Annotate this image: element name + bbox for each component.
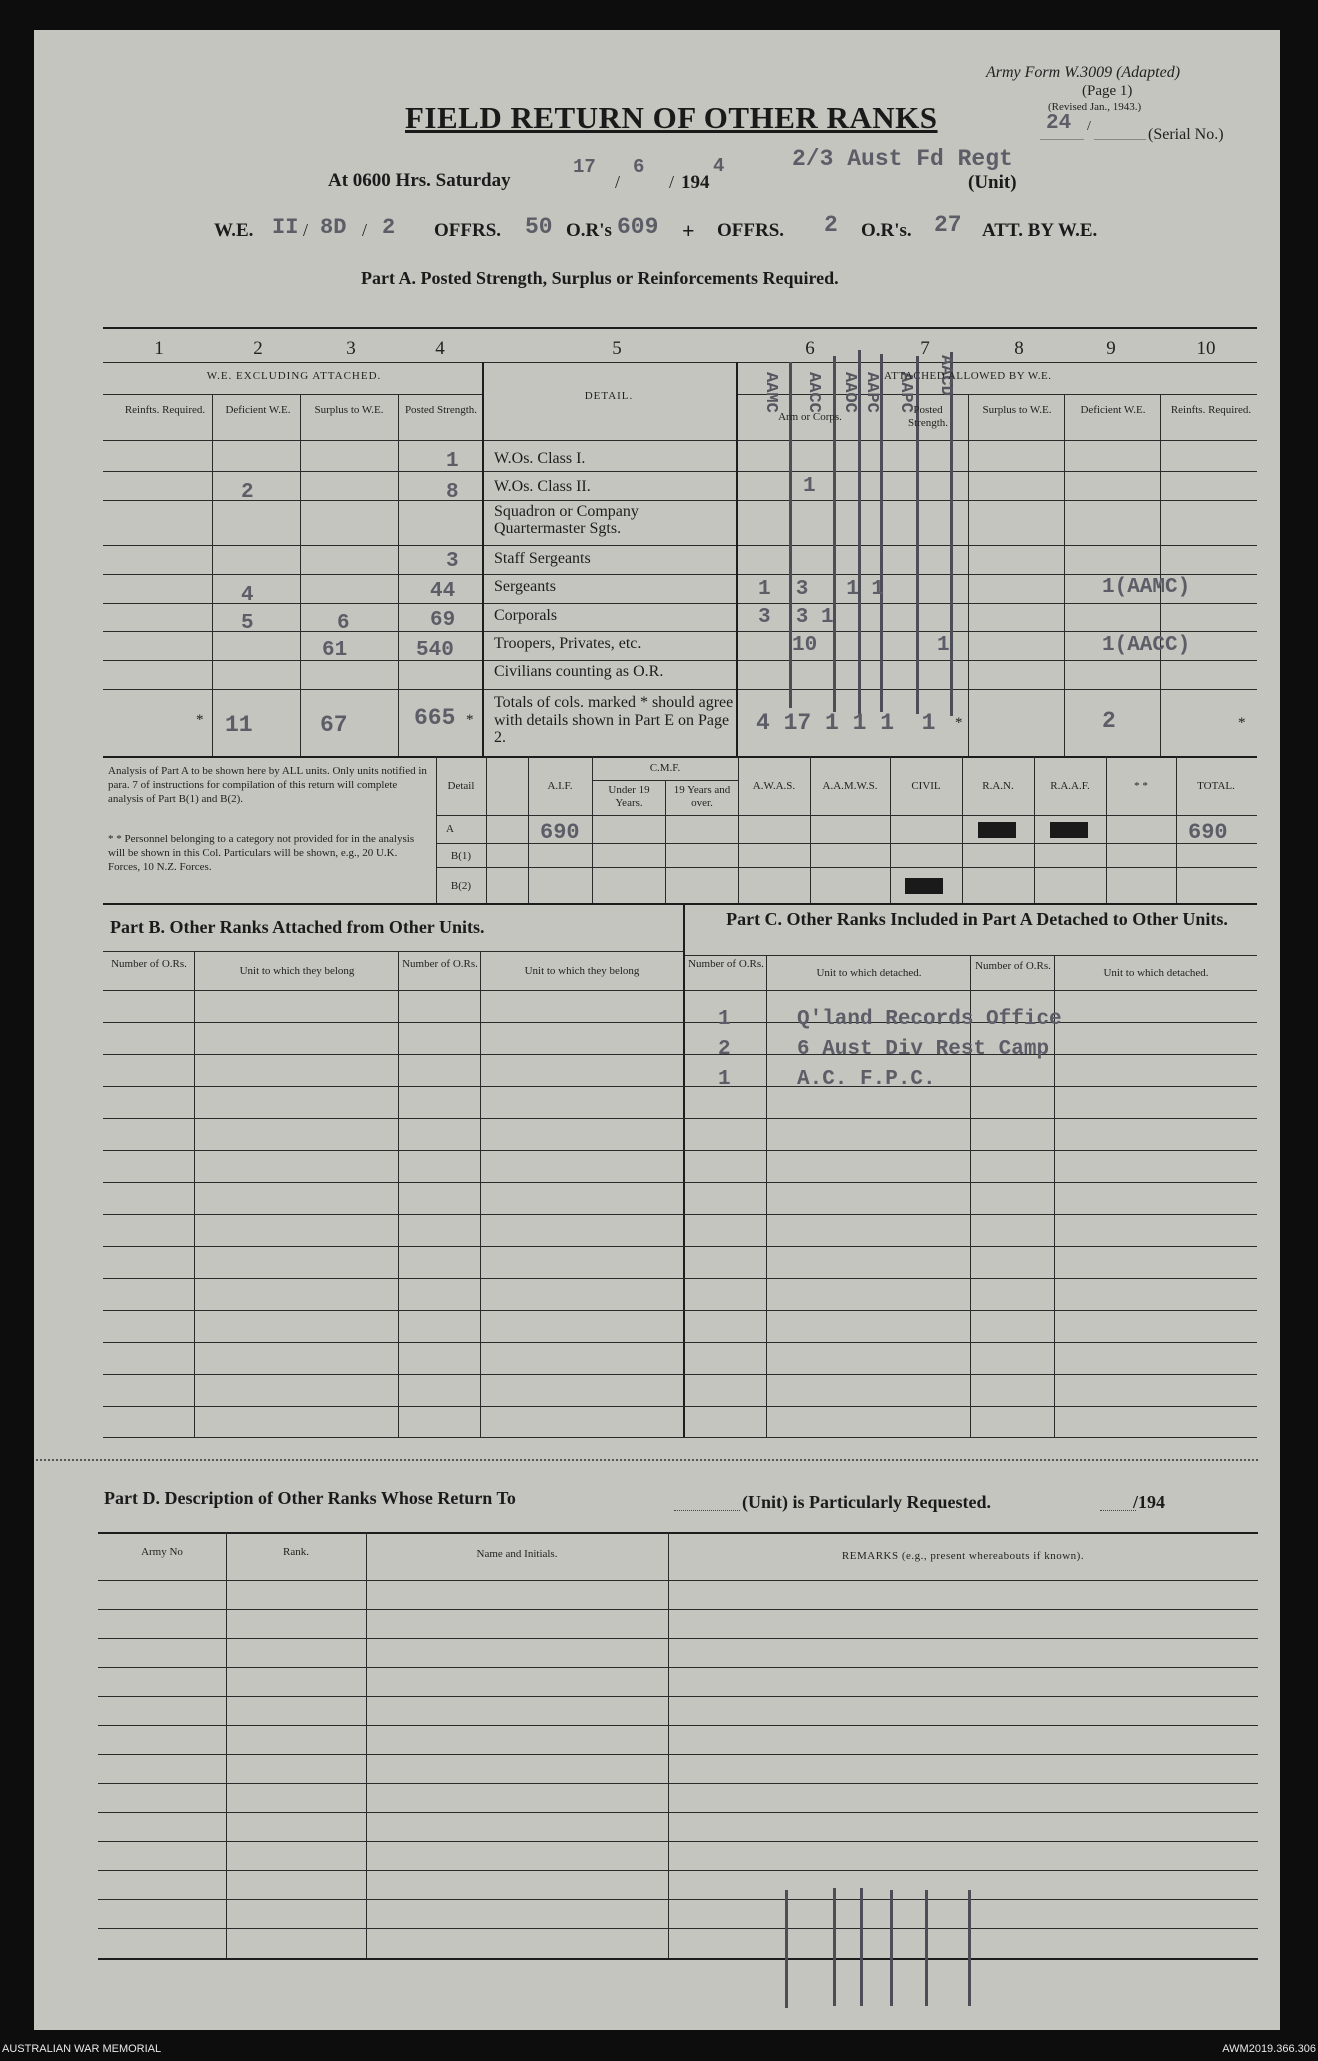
footer-accession: AWM2019.366.306: [1222, 2043, 1316, 2055]
cell-pte-att2: 1: [937, 634, 950, 657]
part-c-unit-3: A.C. F.P.C.: [797, 1068, 936, 1091]
row-label-wo1: W.Os. Class I.: [494, 450, 586, 467]
day-value: 17: [573, 156, 596, 178]
cell-wo2-deficient: 2: [241, 481, 254, 504]
row-label-civ: Civilians counting as O.R.: [494, 663, 664, 680]
part-c-num2-h: Number of O.Rs.: [975, 960, 1051, 972]
analysis-civil-h: CIVIL: [911, 780, 941, 792]
cell-ssgt-posted: 3: [446, 550, 459, 573]
part-a-title: Part A. Posted Strength, Surplus or Reinforcements Required.: [361, 268, 839, 288]
cell-wo2-posted: 8: [446, 481, 459, 504]
analysis-note-2: * * Personnel belonging to a category not provided for in the analysis will be shown in this Col. Particulars will be shown, e.g., 20 U.K. Forces, 10 N.Z. Forces.: [108, 833, 415, 873]
col-num-10: 10: [1196, 338, 1216, 359]
we-excluding-header: W.E. EXCLUDING ATTACHED.: [206, 370, 382, 382]
part-b-unit-h: Unit to which they belong: [239, 965, 355, 977]
analysis-aif-h: A.I.F.: [547, 780, 573, 792]
stamp-aacc: AACC: [804, 372, 823, 413]
offrs-value: 50: [525, 214, 553, 240]
analysis-awas-h: A.W.A.S.: [752, 780, 796, 792]
we-value-3: 2: [382, 215, 396, 240]
unit-typed: 2/3 Aust Fd Regt: [792, 146, 1013, 172]
part-c-unit-1: Q'land Records Office: [797, 1008, 1062, 1031]
we-value-2: 8D: [320, 215, 347, 240]
part-b-title: Part B. Other Ranks Attached from Other Units.: [110, 917, 485, 937]
tear-line: [36, 1459, 1258, 1461]
total-surplus: 67: [320, 712, 348, 738]
total-star-4: *: [466, 712, 474, 728]
col-num-1: 1: [154, 338, 164, 359]
part-c-num-1: 1: [718, 1008, 731, 1031]
redaction-ran: [978, 822, 1016, 838]
part-c-num-3: 1: [718, 1068, 731, 1091]
analysis-a-total: 690: [1188, 820, 1228, 845]
part-d-title-c: /194: [1133, 1492, 1166, 1512]
part-d-remarks-h: REMARKS (e.g., present whereabouts if known).: [841, 1550, 1085, 1562]
cell-sgt-posted: 44: [430, 580, 456, 603]
part-d-title: Part D. Description of Other Ranks Whose Return To: [104, 1488, 516, 1508]
cell-sgt-deficient: 4: [241, 584, 254, 607]
serial-number: 24: [1046, 112, 1072, 135]
part-d-army-h: Army No: [141, 1546, 183, 1558]
we-label: W.E.: [214, 220, 254, 241]
stamp-aapc-1: AAPC: [862, 372, 881, 413]
analysis-detail-h: Detail: [447, 780, 475, 792]
part-c-unit2-h: Unit to which detached.: [1103, 967, 1209, 979]
month-value: 6: [633, 156, 645, 178]
h-deficient2: Deficient W.E.: [1080, 404, 1146, 416]
total-deficient2: 2: [1102, 708, 1116, 734]
revised-date: (Revised Jan., 1943.): [1048, 101, 1142, 113]
h-reinfts2: Reinfts. Required.: [1170, 404, 1252, 416]
row-label-cqms: Squadron or Company Quartermaster Sgts.: [494, 503, 639, 537]
detail-header: DETAIL.: [584, 390, 634, 402]
at-hours-label: At 0600 Hrs. Saturday: [328, 170, 511, 191]
row-label-ssgt: Staff Sergeants: [494, 550, 591, 567]
col-num-8: 8: [1014, 338, 1024, 359]
part-b-num-h: Number of O.Rs.: [111, 958, 187, 970]
form-sheet: [34, 30, 1280, 2030]
cell-pte-deficient2: 1(AACC): [1102, 634, 1191, 657]
row-label-sgt: Sergeants: [494, 578, 556, 595]
stamp-aacd: AACD: [936, 355, 955, 396]
col-num-3: 3: [346, 338, 356, 359]
unit-label: (Unit): [968, 172, 1017, 193]
analysis-a-aif: 690: [540, 820, 580, 845]
part-d-name-h: Name and Initials.: [476, 1548, 558, 1560]
part-c-num-2: 2: [718, 1038, 731, 1061]
h-posted: Posted Strength.: [404, 404, 478, 416]
total-star-7: *: [955, 715, 963, 731]
cell-wo1-posted: 1: [446, 450, 459, 473]
offrs-label: OFFRS.: [434, 220, 502, 241]
plus-sign: +: [682, 218, 695, 243]
row-label-pte: Troopers, Privates, etc.: [494, 635, 642, 652]
col-num-5: 5: [612, 338, 622, 359]
analysis-row-a: A: [446, 823, 454, 835]
stamp-aaoc: AAOC: [840, 372, 859, 413]
cell-sgt-deficient2: 1(AAMC): [1102, 576, 1191, 599]
analysis-raaf-h: R.A.A.F.: [1050, 780, 1090, 792]
total-deficient: 11: [225, 712, 253, 738]
part-c-num-h: Number of O.Rs.: [688, 958, 764, 970]
analysis-row-b1: B(1): [450, 850, 472, 862]
col-num-6: 6: [805, 338, 815, 359]
col-num-9: 9: [1106, 338, 1116, 359]
h-surplus: Surplus to W.E.: [314, 404, 384, 416]
redaction-civil: [905, 878, 943, 894]
serial-label: (Serial No.): [1148, 126, 1224, 143]
footer-credit: AUSTRALIAN WAR MEMORIAL: [2, 2043, 162, 2055]
analysis-aamws-h: A.A.M.W.S.: [822, 780, 878, 792]
col-num-7: 7: [920, 338, 930, 359]
part-d-title-b: (Unit) is Particularly Requested.: [742, 1492, 991, 1512]
part-d-rank-h: Rank.: [283, 1546, 309, 1558]
stamp-aapc-2: AAPC: [896, 372, 915, 413]
attached-allowed-header: ATTACHED ALLOWED BY W.E.: [884, 370, 1052, 382]
cell-cpl-surplus: 6: [337, 612, 350, 635]
analysis-other-h: * *: [1134, 780, 1148, 792]
col-num-4: 4: [435, 338, 445, 359]
cell-cpl-att: 3 3 1: [758, 606, 834, 629]
total-star-1: *: [196, 712, 204, 728]
att-label: ATT. BY W.E.: [982, 220, 1098, 241]
ors-value: 609: [617, 214, 659, 240]
part-b-unit2-h: Unit to which they belong: [524, 965, 640, 977]
h-deficient: Deficient W.E.: [225, 404, 291, 416]
redaction-raaf: [1050, 822, 1088, 838]
analysis-ran-h: R.A.N.: [982, 780, 1014, 792]
total-posted: 665: [414, 705, 456, 731]
page-number: (Page 1): [1082, 83, 1133, 99]
part-c-unit-2: 6 Aust Div Rest Camp: [797, 1038, 1050, 1061]
army-form-label: Army Form W.3009 (Adapted): [986, 64, 1181, 81]
col-num-2: 2: [253, 338, 263, 359]
analysis-under19-h: Under 19 Years.: [608, 784, 650, 809]
h-reinfts: Reinfts. Required.: [124, 404, 206, 416]
total-star-10: *: [1238, 715, 1246, 731]
ors-label: O.R's: [566, 220, 612, 241]
h-arm-corps: Arm or Corps.: [778, 411, 842, 423]
offrs2-value: 2: [824, 212, 838, 238]
analysis-row-b2: B(2): [450, 880, 472, 892]
part-c-unit-h: Unit to which detached.: [816, 967, 922, 979]
stamp-aamc: AAMC: [761, 372, 780, 413]
analysis-cmf-h: C.M.F.: [649, 762, 681, 774]
we-value-1: II: [272, 215, 299, 240]
year-suffix: 4: [713, 155, 725, 177]
cell-sgt-att: 1 3 1 1: [758, 578, 885, 601]
analysis-total-h: TOTAL.: [1197, 780, 1235, 792]
analysis-over19-h: 19 Years and over.: [673, 784, 731, 809]
page-title: FIELD RETURN OF OTHER RANKS: [405, 100, 938, 135]
part-b-num2-h: Number of O.Rs.: [402, 958, 478, 970]
cell-cpl-deficient: 5: [241, 612, 254, 635]
totals-label: Totals of cols. marked * should agree with details shown in Part E on Page 2.: [494, 694, 734, 747]
cell-cpl-posted: 69: [430, 609, 456, 632]
row-label-cpl: Corporals: [494, 607, 558, 624]
analysis-note-1: Analysis of Part A to be shown here by ALL units. Only units notified in para. 7 of instructions for compilation of this return will complete analysis of Part B(1) and B(2).: [108, 765, 427, 805]
h-surplus2: Surplus to W.E.: [982, 404, 1052, 416]
cell-pte-posted: 540: [416, 639, 454, 662]
ors2-label: O.R's.: [861, 220, 912, 241]
cell-pte-surplus: 61: [322, 639, 348, 662]
part-c-title: Part C. Other Ranks Included in Part A Detached to Other Units.: [726, 909, 1228, 929]
row-label-wo2: W.Os. Class II.: [494, 478, 591, 495]
ors2-value: 27: [934, 212, 962, 238]
offrs2-label: OFFRS.: [717, 220, 785, 241]
year-prefix: 194: [681, 172, 710, 193]
cell-wo2-att: 1: [803, 475, 816, 498]
cell-pte-att: 10: [792, 634, 818, 657]
h-posted2: Posted Strength.: [907, 404, 949, 429]
total-attached: 4 17 1 1 1 1: [756, 710, 936, 736]
